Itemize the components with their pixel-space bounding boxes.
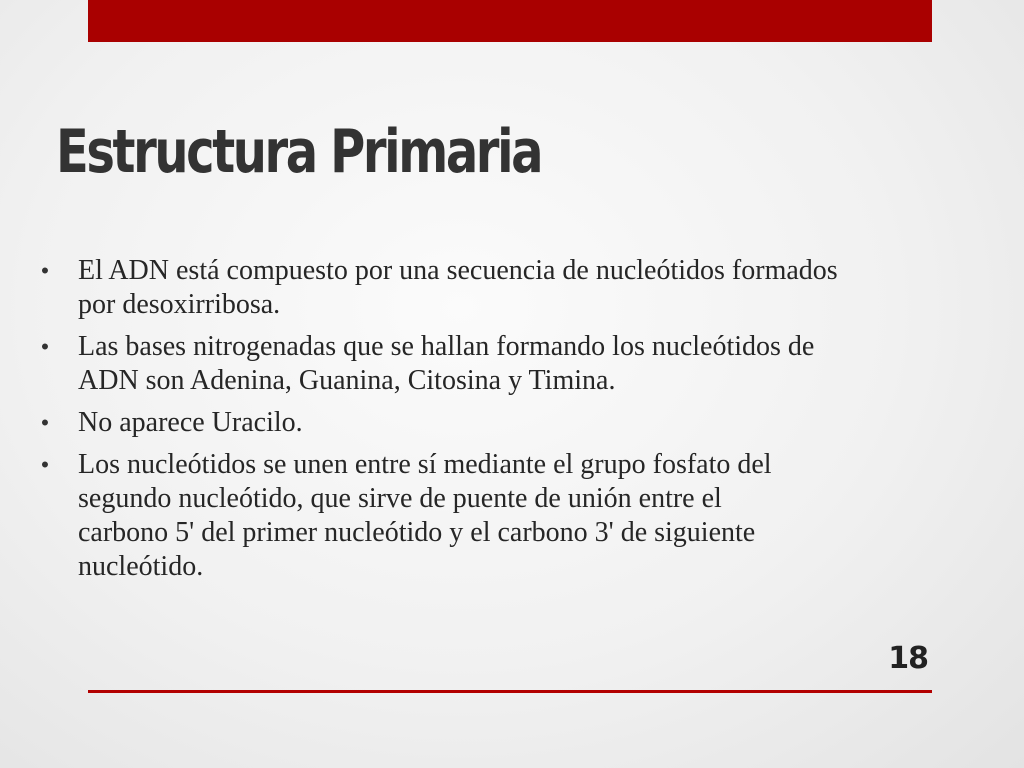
slide-number: 18 bbox=[888, 641, 928, 676]
bullet-item bbox=[30, 448, 890, 584]
bullet-text: Las bases nitrogenadas que se hallan formando los nucleótidos de ADN son Adenina, Guanina, Citosina y Timina. bbox=[78, 331, 815, 396]
bullet-text: No aparece Uracilo. bbox=[78, 407, 303, 438]
bullet-text: Los nucleótidos se unen entre sí mediante el grupo fosfato del segundo nucleótido, que sirve de puente de unión entre el carbono 5' del primer nucleótido y el carbono 3' de siguiente nucleótido. bbox=[78, 449, 772, 582]
bullet-dot-icon: • bbox=[41, 410, 49, 435]
bullet-item bbox=[30, 254, 890, 322]
bottom-divider-line bbox=[88, 690, 932, 693]
bullet-dot-icon: • bbox=[41, 334, 49, 359]
bullet-dot-icon: • bbox=[41, 452, 49, 477]
top-accent-bar bbox=[88, 0, 932, 42]
slide-title: Estructura Primaria bbox=[56, 117, 542, 187]
bullet-dot-icon: • bbox=[41, 258, 49, 283]
bullet-text: El ADN está compuesto por una secuencia de nucleótidos formados por desoxirribosa. bbox=[78, 255, 838, 320]
bullet-list bbox=[30, 254, 890, 592]
bullet-item bbox=[30, 330, 890, 398]
bullet-item bbox=[30, 406, 890, 440]
